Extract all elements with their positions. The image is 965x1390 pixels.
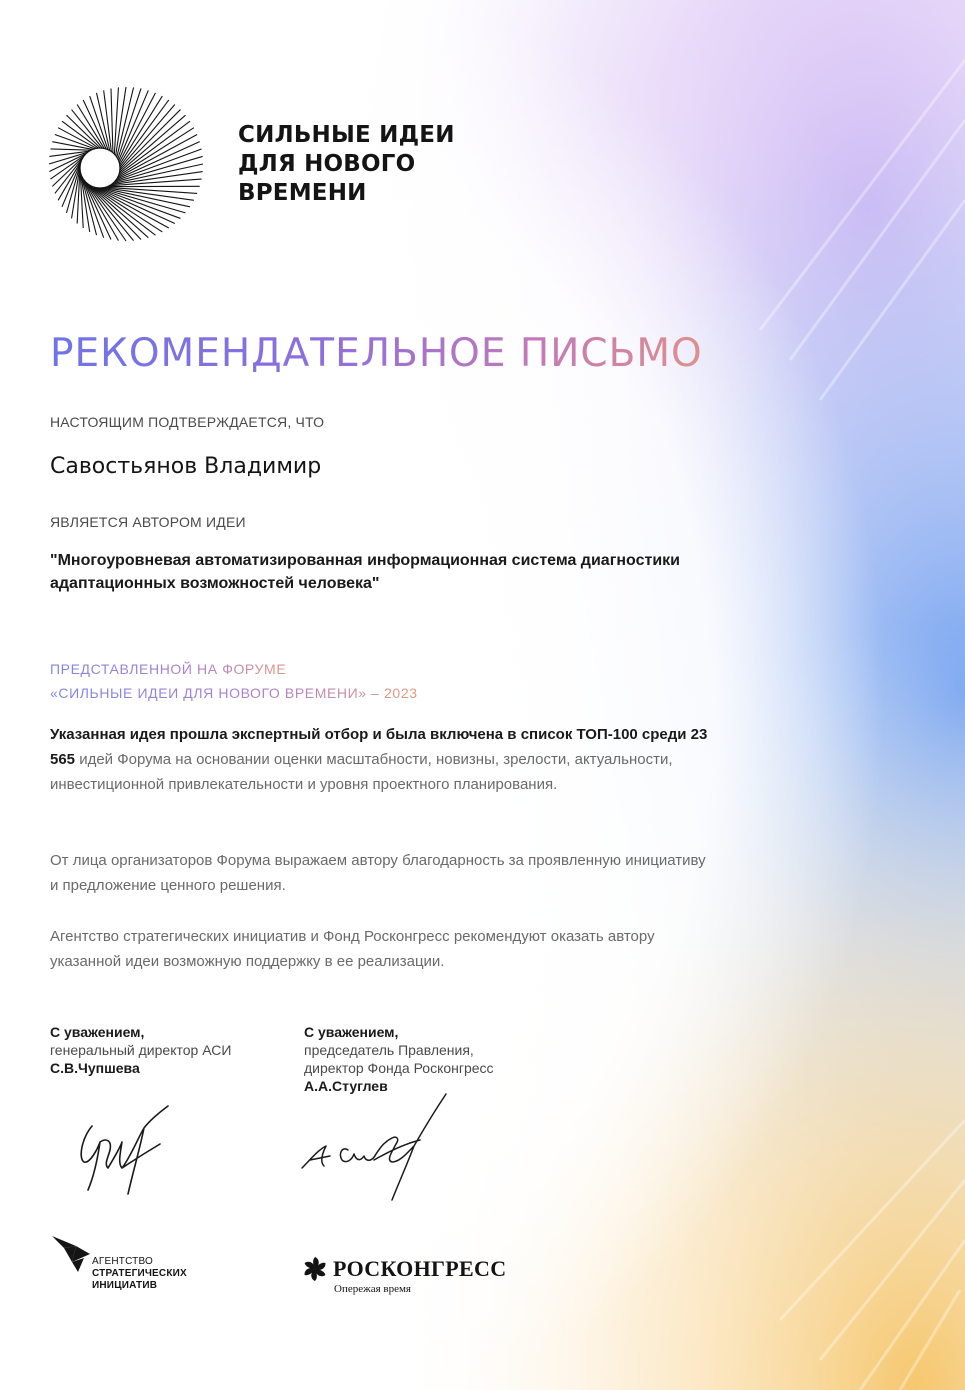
idea-title: "Многоуровневая автоматизированная информационная система диагностики адаптационных возможностей человека" bbox=[50, 552, 680, 592]
roscongress-logo bbox=[302, 1256, 522, 1300]
sunburst-ray bbox=[83, 100, 106, 149]
paragraph-recommendation: Агентство стратегических инициатив и Фонд Росконгресс рекомендуют оказать автору указанной идеи возможную поддержку в ее реализации. bbox=[50, 928, 655, 970]
signature-name: С.В.Чупшева bbox=[50, 1060, 140, 1076]
asi-logo-line: ИНИЦИАТИВ bbox=[92, 1280, 158, 1291]
sunburst-ray bbox=[66, 115, 100, 148]
forum-line-1: ПРЕДСТАВЛЕННОЙ НА ФОРУМЕ bbox=[50, 661, 320, 677]
signature-greeting: С уважением, bbox=[304, 1024, 399, 1040]
paragraph-gratitude: От лица организаторов Форума выражаем автору благодарность за проявленную инициативу и предложение ценного решения. bbox=[50, 852, 706, 894]
forum-logo-title bbox=[238, 121, 498, 208]
signature-block-asi bbox=[50, 1023, 280, 1077]
signature-greeting: С уважением, bbox=[50, 1024, 145, 1040]
logo-title-line: СИЛЬНЫЕ ИДЕИ bbox=[238, 122, 455, 148]
asi-mark-icon bbox=[50, 1234, 92, 1274]
handwritten-signature-chupsheva bbox=[64, 1098, 184, 1198]
asi-logo-line: СТРАТЕГИЧЕСКИХ bbox=[92, 1268, 187, 1279]
sunburst-ray bbox=[120, 104, 175, 168]
sunburst-ray bbox=[117, 135, 197, 178]
paragraph-selection bbox=[50, 722, 710, 797]
sunburst-ray bbox=[120, 110, 181, 171]
sunburst-ray bbox=[111, 88, 113, 152]
handwritten-signature-stuglev bbox=[296, 1090, 456, 1205]
signature-name: А.А.Стуглев bbox=[304, 1078, 388, 1094]
author-name: Савостьянов Владимир bbox=[50, 454, 322, 479]
asi-logo-text bbox=[92, 1256, 187, 1292]
sunburst-ray bbox=[120, 100, 169, 166]
signature-position: директор Фонда Росконгресс bbox=[304, 1060, 494, 1076]
sunburst-ray bbox=[96, 188, 175, 224]
logo-title-line: ДЛЯ НОВОГО bbox=[238, 151, 416, 177]
forum-line-2: «СИЛЬНЫЕ ИДЕИ ДЛЯ НОВОГО ВРЕМЕНИ» – 2023 bbox=[50, 685, 450, 701]
roscongress-flower-icon bbox=[302, 1256, 328, 1282]
paragraph-selection-strong: Указанная идея прошла экспертный отбор и была включена в список ТОП-100 среди 23 565 bbox=[50, 726, 708, 768]
confirm-label: НАСТОЯЩИМ ПОДТВЕРЖДАЕТСЯ, ЧТО bbox=[50, 414, 325, 430]
logo-title-line: ВРЕМЕНИ bbox=[238, 180, 367, 206]
signature-position: генеральный директор АСИ bbox=[50, 1042, 232, 1058]
author-label: ЯВЛЯЕТСЯ АВТОРОМ ИДЕИ bbox=[50, 514, 246, 530]
document-title: РЕКОМЕНДАТЕЛЬНОЕ ПИСЬМО bbox=[50, 330, 810, 378]
roscongress-name: РОСКОНГРЕСС bbox=[333, 1256, 507, 1281]
signature-block-roscongress bbox=[304, 1023, 554, 1095]
sunburst-logo-icon bbox=[48, 86, 204, 242]
sunburst-center bbox=[80, 148, 120, 188]
sunburst-ray bbox=[116, 87, 126, 156]
roscongress-tagline: Опережая время bbox=[334, 1283, 411, 1295]
asi-logo-line: АГЕНТСТВО bbox=[92, 1256, 153, 1267]
signature-position: председатель Правления, bbox=[304, 1042, 474, 1058]
sunburst-ray bbox=[50, 149, 90, 150]
asi-logo bbox=[50, 1234, 210, 1296]
paragraph-selection-rest: идей Форума на основании оценки масштабности, новизны, зрелости, актуальности, инвестиционной привлекательности и уровня проектного планирования. bbox=[50, 751, 673, 793]
